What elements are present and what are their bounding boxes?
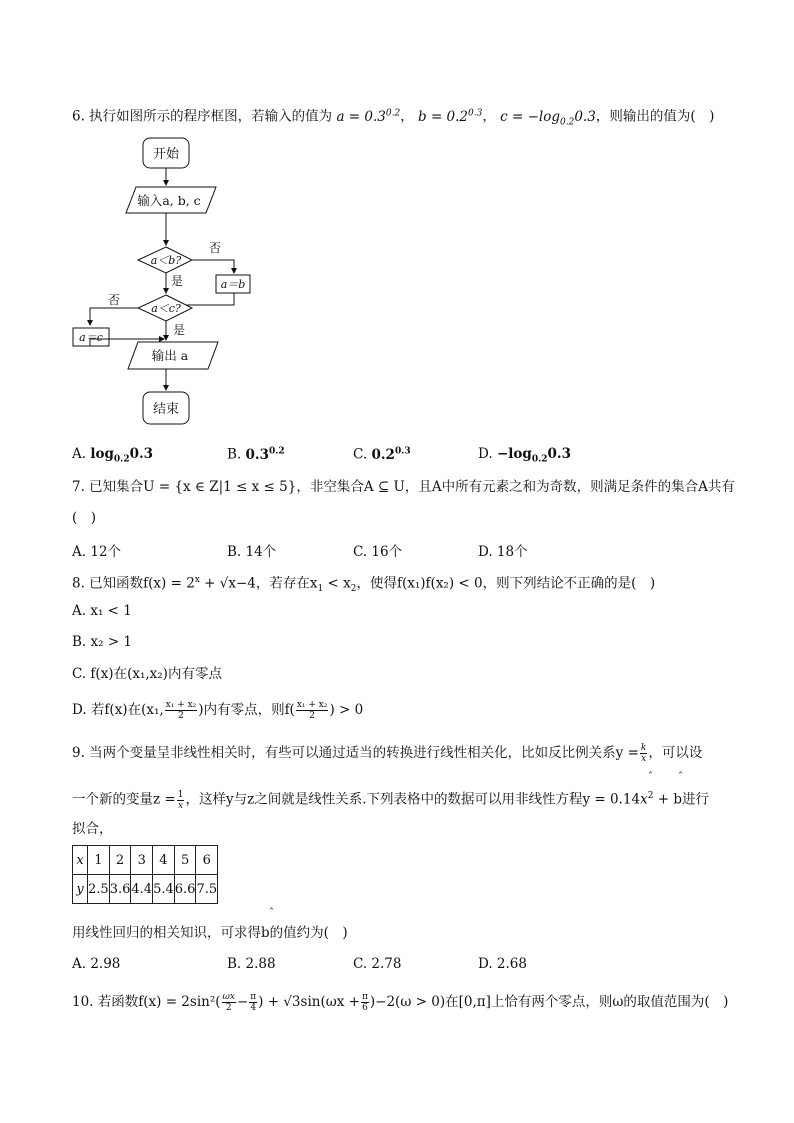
table-row-y <box>73 875 218 904</box>
q6-option-b[interactable]: B. $0.3^{0.2}$ <box>227 446 285 463</box>
q8-option-a[interactable]: A. x₁ < 1 <box>72 603 132 619</box>
flow-assign2-label: a＝c <box>79 331 103 344</box>
q6-a-assign: $a = 0.3^{0.2}$ <box>336 108 401 125</box>
table-cell: 3.6 <box>109 875 131 904</box>
q6-option-d[interactable]: D. $-\log_{0.2}0.3$ <box>478 446 571 465</box>
flow-cond2-label: a＜c? <box>151 302 181 315</box>
q6-stem: 6. 执行如图所示的程序框图，若输入的值为 $a = 0.3^{0.2}$， $b = 0.2^{0.3}$， $c = -\log_{0.2}0.3$，则输出的值为( ) <box>72 108 715 128</box>
flow-assign1-label: a＝b <box>220 278 246 291</box>
q8-option-c[interactable]: C. f(x)在(x₁,x₂)内有零点 <box>72 666 222 682</box>
flow-no1-label: 否 <box>209 241 222 255</box>
q9-data-table <box>72 845 218 904</box>
q10-stem: 10. 若函数f(x) = 2sin²( $\frac{\omega x}{2}$ − $\frac{\pi}{4}$ ) + √3sin(ωx + $\frac{\pi}{6}$ )−2(ω > 0)在[0,π]上恰有两个零点，则ω的取值范围为( ) <box>72 992 729 1013</box>
q9-option-b[interactable]: B. 2.88 <box>227 956 276 972</box>
flow-cond1-label: a＜b? <box>150 254 182 267</box>
flow-yes2-label: 是 <box>173 323 186 337</box>
q9-option-a[interactable]: A. 2.98 <box>72 956 121 972</box>
table-cell: 4.4 <box>131 875 153 904</box>
table-row-x <box>73 846 218 875</box>
q7-option-a[interactable]: A. 12个 <box>72 544 122 560</box>
q6-option-a[interactable]: A. $\log_{0.2}0.3$ <box>72 446 154 465</box>
flow-start-label: 开始 <box>152 147 180 162</box>
q9-stem-line2: 一个新的变量z = $\frac{1}{x}$ ，这样y与z之间就是线性关系.下列表格中的数据可以用非线性方程$y = 0.14x^2 + b$进行 <box>72 789 709 811</box>
table-cell: 6.6 <box>174 875 196 904</box>
q8-option-d[interactable]: D. 若f(x)在(x₁, $\frac{\text{x₁ + x₂}}{2}$ )内有零点，则f( $\frac{\text{x₁ + x₂}}{2}$ ) > 0 <box>72 700 364 721</box>
q7-stem-line2: ( ) <box>72 510 97 526</box>
q7-option-c[interactable]: C. 16个 <box>353 544 403 560</box>
q7-stem-line1: 7. 已知集合U = {x ∈ Z|1 ≤ x ≤ 5}，非空集合A ⊆ U，且A中所有元素之和为奇数，则满足条件的集合A共有 <box>72 479 735 495</box>
q6-b-assign: $b = 0.2^{0.3}$ <box>418 108 483 125</box>
q6-option-c[interactable]: C. $0.2^{0.3}$ <box>353 446 411 463</box>
table-cell: 7.5 <box>196 875 218 904</box>
q7-option-d[interactable]: D. 18个 <box>478 544 528 560</box>
q6-c-assign: $c = -\log_{0.2}0.3$ <box>500 108 596 128</box>
table-header-x: x <box>73 846 88 875</box>
table-header-y: y <box>73 875 88 904</box>
q6-flowchart <box>70 135 270 435</box>
flow-output-label: 输出 a <box>151 348 189 363</box>
q8-option-b[interactable]: B. x₂ > 1 <box>72 634 133 650</box>
table-cell: 4 <box>153 846 175 875</box>
flow-input-label: 输入a, b, c <box>137 193 201 208</box>
flow-no2-label: 否 <box>108 293 121 307</box>
q9-hat-mark-1: ˆ <box>648 772 653 783</box>
flow-yes1-label: 是 <box>171 274 184 288</box>
q9-option-c[interactable]: C. 2.78 <box>353 956 402 972</box>
q9-option-d[interactable]: D. 2.68 <box>478 956 527 972</box>
table-cell: 6 <box>196 846 218 875</box>
q8-stem: 8. 已知函数$f(x) = 2^x + √x-4$，若存在$x_1 < x_2$，使得f(x₁)f(x₂) < 0，则下列结论不正确的是( ) <box>72 575 656 595</box>
table-cell: 5 <box>174 846 196 875</box>
q9-stem-line1: 9. 当两个变量呈非线性相关时，有些可以通过适当的转换进行线性相关化，比如反比例关系y = $\frac{k}{x}$ ，可以设 <box>72 743 703 764</box>
q9-hat-mark-2: ˆ <box>678 772 683 783</box>
table-cell: 5.4 <box>153 875 175 904</box>
q9-stem-line3: 拟合， <box>72 821 113 837</box>
table-cell: 3 <box>131 846 153 875</box>
q9-stem-line4: 用线性回归的相关知识，可求得b的值约为( ) <box>72 925 348 941</box>
table-cell: 2 <box>109 846 131 875</box>
table-cell: 2.5 <box>88 875 110 904</box>
table-cell: 1 <box>88 846 110 875</box>
q9-hat-mark-3: ˆ <box>269 908 274 919</box>
q7-option-b[interactable]: B. 14个 <box>227 544 277 560</box>
flow-end-label: 结束 <box>152 402 180 417</box>
